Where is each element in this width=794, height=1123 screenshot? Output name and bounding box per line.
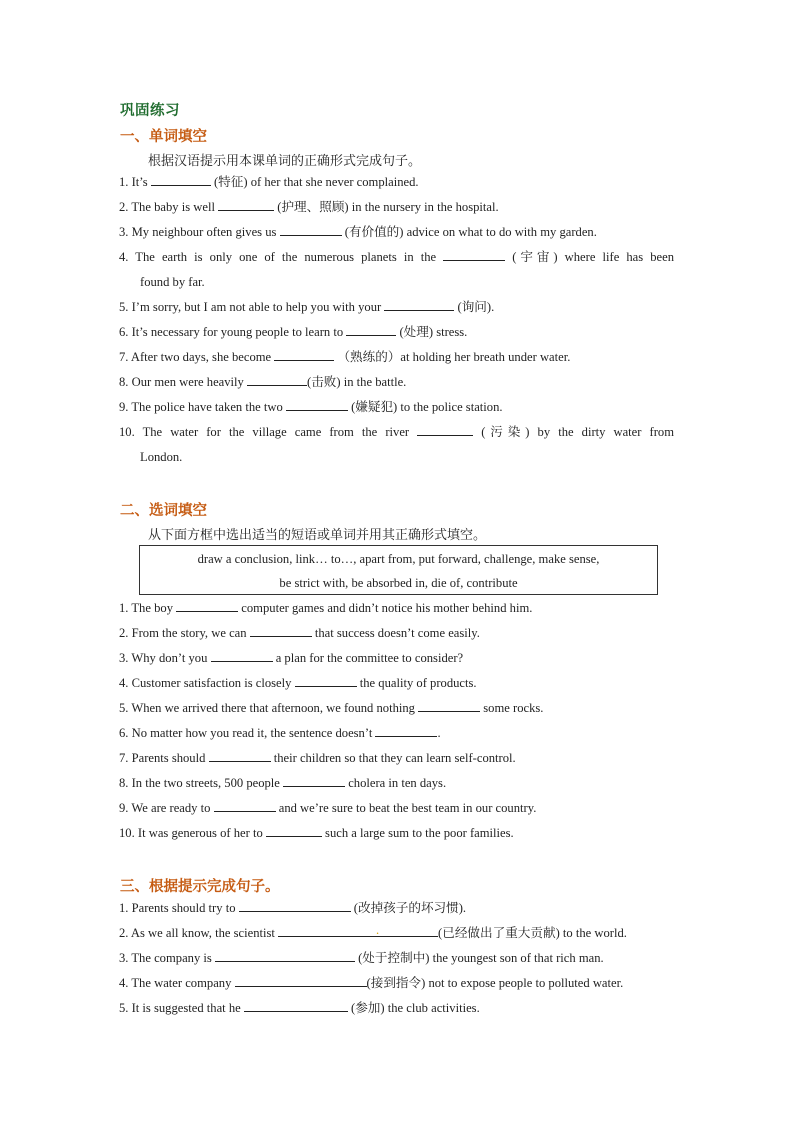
answer-blank[interactable]	[176, 599, 238, 612]
question-text: (已经做出了重大贡献) to the world.	[438, 926, 627, 940]
question-line	[119, 425, 674, 439]
question-line	[119, 400, 503, 414]
question-text: 8. Our men were heavily	[119, 375, 247, 389]
answer-blank[interactable]	[215, 949, 355, 962]
question-line	[119, 676, 477, 690]
question-line	[119, 250, 674, 264]
question-item	[119, 971, 674, 996]
question-text: the quality of products.	[356, 676, 477, 690]
question-text: (击败) in the battle.	[307, 375, 407, 389]
question-text: 2. The baby is well	[119, 200, 219, 214]
question-text: 7. Parents should	[119, 751, 209, 765]
answer-blank[interactable]	[250, 624, 312, 637]
dot-mark: .	[376, 923, 380, 937]
answer-blank[interactable]	[266, 824, 322, 837]
question-item	[119, 420, 674, 470]
question-text: 1. Parents should try to	[119, 901, 239, 915]
question-line	[119, 350, 570, 364]
question-line	[119, 1001, 480, 1015]
question-text: (嫌疑犯) to the police station.	[347, 400, 503, 414]
question-item	[119, 696, 674, 721]
answer-blank[interactable]	[235, 974, 367, 987]
question-item	[119, 796, 674, 821]
question-item	[119, 821, 674, 846]
question-line	[119, 776, 446, 790]
question-text: 4. The water company	[119, 976, 235, 990]
question-line	[119, 951, 604, 965]
question-text: computer games and didn’t notice his mother behind him.	[238, 601, 533, 615]
answer-blank[interactable]	[211, 649, 273, 662]
question-item	[119, 746, 674, 771]
question-line	[119, 325, 467, 339]
question-line	[119, 626, 480, 640]
question-line	[119, 801, 536, 815]
section1-heading: 一、单词填空	[120, 129, 207, 145]
question-text: (特征) of her that she never complained.	[210, 175, 419, 189]
section2-heading: 二、选词填空	[120, 503, 207, 519]
answer-blank[interactable]	[346, 323, 396, 336]
question-text: 3. My neighbour often gives us	[119, 225, 280, 239]
question-text: (改掉孩子的坏习惯).	[350, 901, 467, 915]
question-continuation: found by far.	[140, 275, 205, 289]
question-line	[119, 976, 623, 990]
question-text: 5. When we arrived there that afternoon, we found nothing	[119, 701, 419, 715]
question-text: (污染) by the dirty water from	[473, 425, 674, 439]
question-line	[119, 901, 466, 915]
question-text: (参加) the club activities.	[347, 1001, 480, 1015]
question-line	[119, 651, 463, 665]
section3-heading: 三、根据提示完成句子。	[120, 879, 280, 895]
question-text: .	[437, 726, 441, 740]
question-text: 3. The company is	[119, 951, 215, 965]
question-text: (接到指令) not to expose people to polluted water.	[366, 976, 624, 990]
answer-blank[interactable]	[209, 749, 271, 762]
question-text: 4. The earth is only one of the numerous planets in the	[119, 250, 444, 264]
question-item	[119, 771, 674, 796]
question-text: (处于控制中) the youngest son of that rich man.	[354, 951, 604, 965]
question-text: cholera in ten days.	[345, 776, 447, 790]
answer-blank[interactable]	[384, 298, 454, 311]
answer-blank[interactable]	[295, 674, 357, 687]
question-item	[119, 646, 674, 671]
question-item	[119, 621, 674, 646]
question-text: 2. As we all know, the scientist	[119, 926, 279, 940]
answer-blank[interactable]	[214, 799, 276, 812]
question-text: (有价值的) advice on what to do with my garden.	[341, 225, 597, 239]
question-item	[119, 170, 674, 195]
question-item	[119, 320, 674, 345]
answer-blank[interactable]	[417, 423, 473, 436]
question-text: 10. The water for the village came from the river	[119, 425, 418, 439]
question-item	[119, 671, 674, 696]
answer-blank[interactable]	[280, 223, 342, 236]
question-line	[119, 300, 494, 314]
answer-blank[interactable]	[218, 198, 274, 211]
question-text: 5. I’m sorry, but I am not able to help you with your	[119, 300, 385, 314]
question-text: 4. Customer satisfaction is closely	[119, 676, 295, 690]
answer-blank[interactable]	[375, 724, 437, 737]
question-item	[119, 245, 674, 295]
question-text: 7. After two days, she become	[119, 350, 275, 364]
question-item	[119, 370, 674, 395]
question-text: 1. The boy	[119, 601, 177, 615]
question-item	[119, 345, 674, 370]
question-text: (处理) stress.	[396, 325, 468, 339]
question-line	[119, 175, 419, 189]
answer-blank[interactable]	[443, 248, 505, 261]
question-line	[119, 701, 543, 715]
question-text: 3. Why don’t you	[119, 651, 211, 665]
question-line	[119, 923, 627, 940]
question-line	[119, 375, 406, 389]
answer-blank[interactable]	[151, 173, 211, 186]
question-text: that success doesn’t come easily.	[311, 626, 480, 640]
question-item	[119, 395, 674, 420]
question-item	[119, 896, 674, 921]
question-text: 8. In the two streets, 500 people	[119, 776, 284, 790]
question-line	[119, 751, 516, 765]
question-text: and we’re sure to beat the best team in our country.	[275, 801, 537, 815]
question-item	[119, 220, 674, 245]
section1-instruction: 根据汉语提示用本课单词的正确形式完成句子。	[148, 154, 422, 169]
answer-blank[interactable]	[244, 999, 348, 1012]
question-text: some rocks.	[480, 701, 544, 715]
word-box	[139, 545, 658, 595]
question-line	[119, 726, 441, 740]
question-item	[119, 721, 674, 746]
question-item	[119, 946, 674, 971]
question-item	[119, 996, 674, 1021]
question-text: their children so that they can learn self-control.	[270, 751, 516, 765]
question-text: 9. We are ready to	[119, 801, 214, 815]
question-text: （熟练的）at holding her breath under water.	[334, 350, 571, 364]
question-text: such a large sum to the poor families.	[321, 826, 514, 840]
question-item	[119, 921, 674, 946]
answer-blank[interactable]	[247, 373, 307, 386]
question-text: 2. From the story, we can	[119, 626, 250, 640]
word-box-line: draw a conclusion, link… to…, apart from, put forward, challenge, make sense,	[197, 552, 600, 566]
question-text: (询问).	[454, 300, 495, 314]
question-text: 6. It’s necessary for young people to learn to	[119, 325, 347, 339]
question-text: a plan for the committee to consider?	[272, 651, 464, 665]
question-line	[119, 225, 597, 239]
page-title: 巩固练习	[120, 103, 180, 119]
question-text: 5. It is suggested that he	[119, 1001, 244, 1015]
answer-blank[interactable]	[239, 899, 351, 912]
question-text: 9. The police have taken the two	[119, 400, 286, 414]
section2-instruction: 从下面方框中选出适当的短语或单词并用其正确形式填空。	[148, 528, 487, 543]
question-line	[119, 826, 514, 840]
question-line	[119, 200, 499, 214]
answer-blank[interactable]	[278, 924, 438, 937]
question-line	[119, 601, 532, 615]
question-item	[119, 295, 674, 320]
question-text: 6. No matter how you read it, the sentence doesn’t	[119, 726, 376, 740]
question-item	[119, 596, 674, 621]
answer-blank[interactable]	[283, 774, 345, 787]
question-text: 1. It’s	[119, 175, 151, 189]
question-continuation: London.	[140, 450, 183, 464]
answer-blank[interactable]	[418, 699, 480, 712]
question-text: 10. It was generous of her to	[119, 826, 266, 840]
question-item	[119, 195, 674, 220]
answer-blank[interactable]	[274, 348, 334, 361]
word-box-line: be strict with, be absorbed in, die of, contribute	[279, 576, 518, 590]
question-text: (护理、照顾) in the nursery in the hospital.	[274, 200, 499, 214]
question-text: (宇宙) where life has been	[505, 250, 674, 264]
answer-blank[interactable]	[286, 398, 348, 411]
